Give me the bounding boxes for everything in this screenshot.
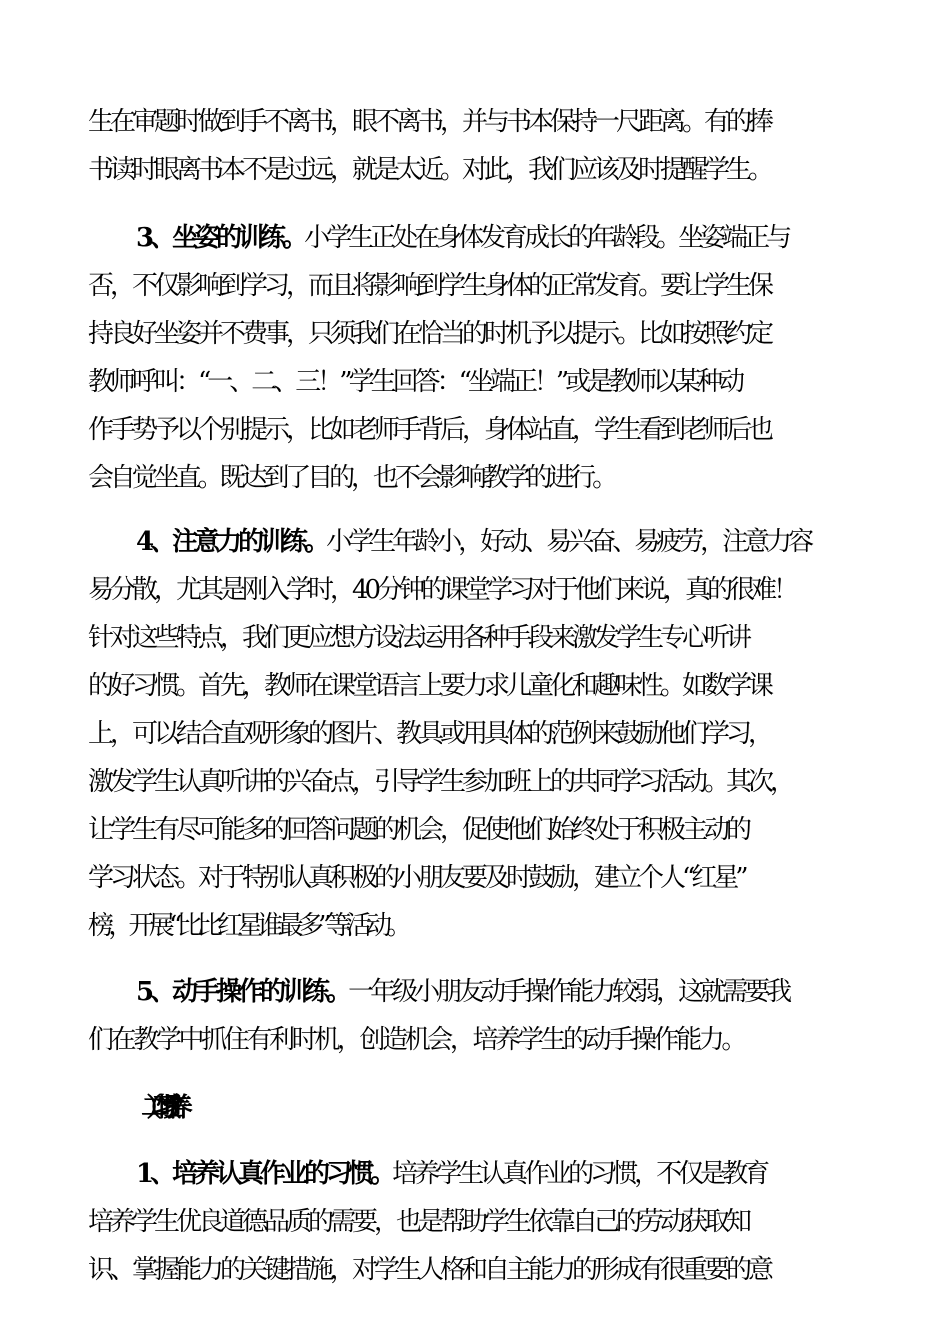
- paragraph-line: [136, 1156, 950, 1192]
- body-text: 作手势予以个别提示，比如老师手背后，身体站直，学生看到老师后也: [88, 415, 771, 445]
- paragraph-line: [136, 220, 950, 256]
- paragraph-line: [88, 764, 950, 800]
- paragraph-line: [136, 974, 950, 1010]
- body-text: 一年级小朋友动手操作能力较弱，这就需要我: [348, 977, 789, 1007]
- bold-heading-text: 3、坐姿的训练。: [136, 223, 305, 253]
- body-text: 识、掌握能力的关键措施，对学生人格和自主能力的形成有很重要的意: [88, 1255, 771, 1285]
- bold-heading-text: 1、培养认真作业的习惯。: [136, 1159, 393, 1189]
- body-text: 否，不仅影响到学习，而且将影响到学生身体的正常发育。要让学生保: [88, 271, 771, 301]
- body-text: 的好习惯。首先，教师在课堂语言上要力求儿童化和趣味性。如数学课: [88, 671, 771, 701]
- paragraph-line: [88, 364, 950, 400]
- paragraph-line: [88, 620, 950, 656]
- paragraph-line: [88, 412, 950, 448]
- body-text: 们在教学中抓住有利时机，创造机会，培养学生的动手操作能力。: [88, 1025, 745, 1055]
- paragraph-line: [88, 572, 950, 608]
- body-text: 持良好坐姿并不费事，只须我们在恰当的时机予以提示。比如按照约定: [88, 319, 771, 349]
- paragraph-line: [88, 716, 950, 752]
- body-text: 上，可以结合直观形象的图片、教具或用具体的范例来鼓励他们学习，: [88, 719, 771, 749]
- paragraph-line: [88, 1204, 950, 1240]
- body-text: 激发学生认真听讲的兴奋点，引导学生参加班上的共同学习活动。其次，: [88, 767, 793, 797]
- paragraph-line: [88, 316, 950, 352]
- paragraph-line: [88, 1252, 950, 1288]
- paragraph-line: [136, 524, 950, 560]
- body-text: 会自觉坐直。既达到了目的，也不会影响教学的进行。: [88, 463, 615, 493]
- body-text: 培养学生认真作业的习惯，不仅是教育: [392, 1159, 767, 1189]
- paragraph-line: [88, 860, 950, 896]
- paragraph-line: [88, 152, 950, 188]
- bold-heading-text: 4、注意力的训练。: [136, 527, 327, 557]
- body-text: 针对这些特点，我们更应想方设法运用各种手段来激发学生专心听讲: [88, 623, 749, 653]
- paragraph-line: [88, 460, 950, 496]
- paragraph-line: [88, 668, 950, 704]
- body-text: 生在审题时做到手不离书，眼不离书，并与书本保持一尺距离。有的捧: [88, 107, 771, 137]
- bold-heading-text: 5、动手操作的训练。: [136, 977, 349, 1007]
- body-text: 学习状态。对于特别认真积极的小朋友要及时鼓励，建立个人“红星”: [88, 863, 745, 893]
- paragraph-line: [88, 908, 950, 944]
- body-text: 让学生有尽可能多的回答问题的机会，促使他们始终处于积极主动的: [88, 815, 749, 845]
- paragraph-line: [88, 104, 950, 140]
- bold-heading-text: （二）习惯培养: [136, 1093, 173, 1123]
- body-text: 易分散，尤其是刚入学时，40分钟的课堂学习对于他们来说，真的很难！: [88, 575, 796, 605]
- body-text: 榜，开展“比比红星谁最多”等活动。: [88, 911, 407, 941]
- paragraph-line: [88, 812, 950, 848]
- paragraph-line: [88, 268, 950, 304]
- paragraph-line: [136, 1090, 950, 1126]
- paragraph-line: [88, 1022, 950, 1058]
- body-text: 小学生年龄小，好动、易兴奋、易疲劳，注意力容: [326, 527, 811, 557]
- body-text: 书读时眼离书本不是过远，就是太近。对此，我们应该及时提醒学生。: [88, 155, 771, 185]
- body-text: 教师呼叫：“一、二、三！”学生回答：“坐端正！”或是教师以某种动: [88, 367, 742, 397]
- body-text: 培养学生优良道德品质的需要，也是帮助学生依靠自己的劳动获取知: [88, 1207, 749, 1237]
- body-text: 小学生正处在身体发育成长的年龄段。坐姿端正与: [304, 223, 789, 253]
